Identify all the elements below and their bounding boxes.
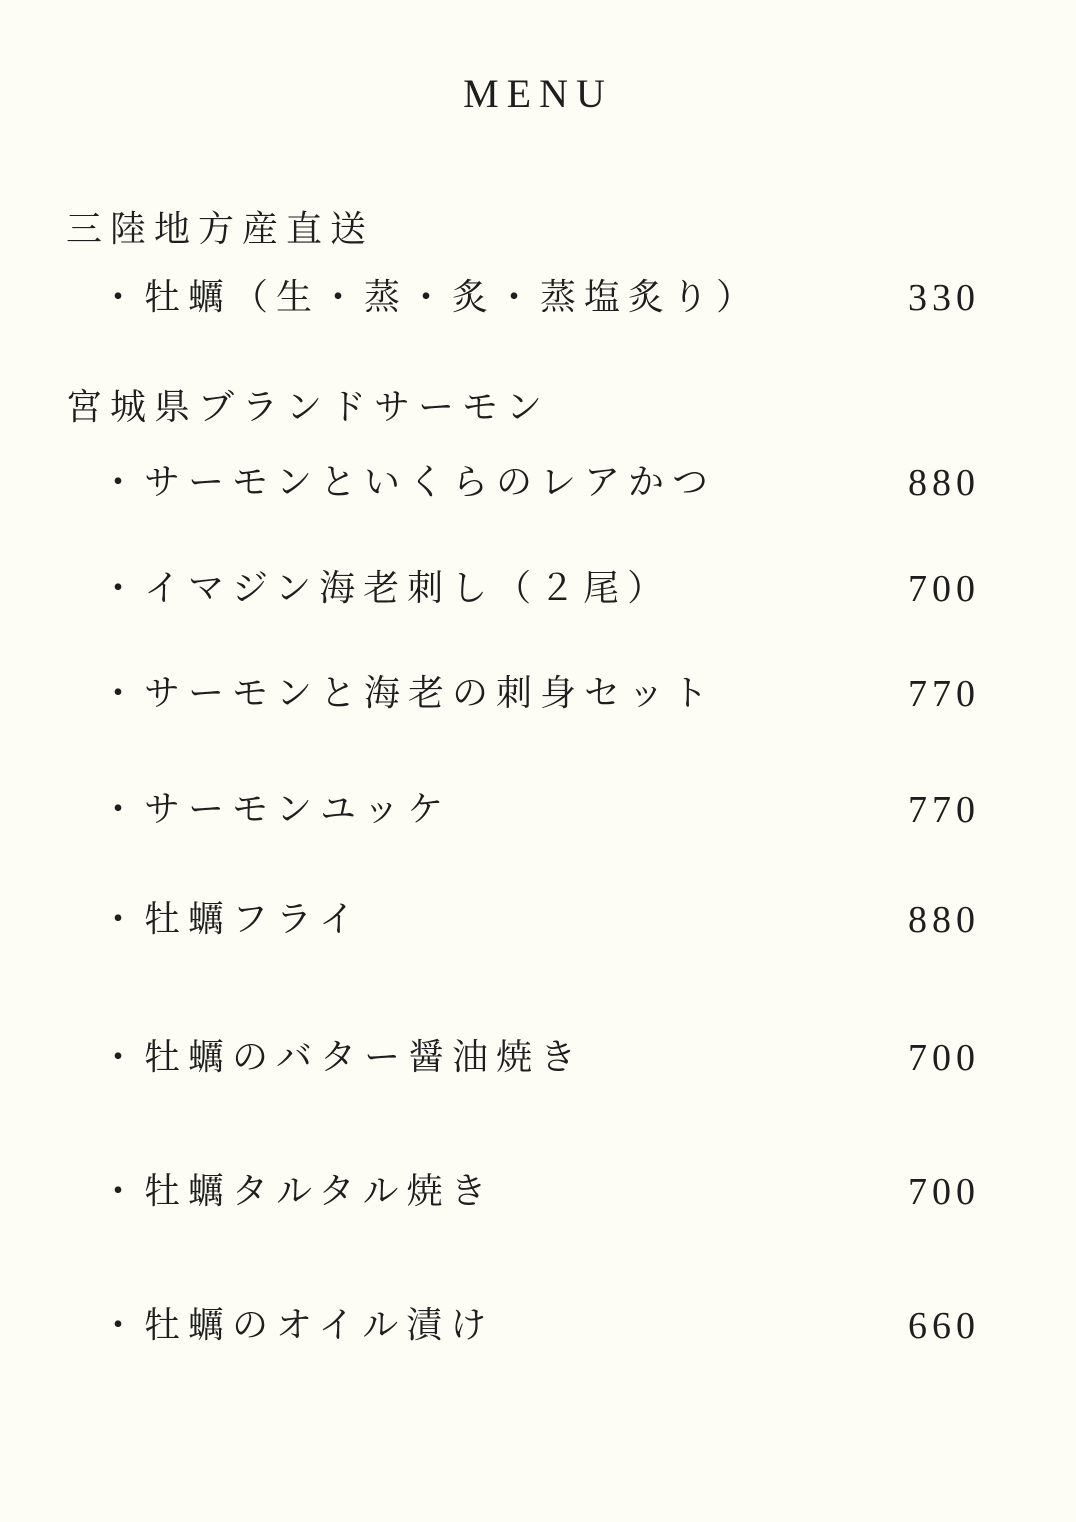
menu-item-name: ・牡蠣フライ <box>100 899 363 940</box>
menu-item-price: 770 <box>908 673 980 715</box>
section-heading-miyagi-salmon: 宮城県ブランドサーモン <box>66 387 551 428</box>
menu-item-name: ・イマジン海老刺し（２尾） <box>100 568 672 609</box>
menu-item-price: 660 <box>908 1305 980 1347</box>
menu-item-name: ・牡蠣のバター醤油焼き <box>100 1037 585 1078</box>
menu-item-price: 700 <box>908 1037 980 1079</box>
menu-item-name: ・牡蠣のオイル漬け <box>100 1305 495 1346</box>
menu-item <box>100 274 980 322</box>
menu-item-name: ・サーモンと海老の刺身セット <box>100 673 717 714</box>
menu-item <box>100 1168 980 1216</box>
menu-title: MENU <box>463 71 613 116</box>
menu-item-name: ・牡蠣（生・蒸・炙・蒸塩炙り） <box>100 277 761 318</box>
menu-item-name: ・サーモンといくらのレアかつ <box>100 462 717 503</box>
menu-item <box>100 565 980 613</box>
menu-item <box>100 670 980 718</box>
menu-item <box>100 1034 980 1082</box>
menu-item-price: 880 <box>908 899 980 941</box>
section-heading-sanriku: 三陸地方産直送 <box>66 209 375 250</box>
menu-item-price: 700 <box>908 568 980 610</box>
menu-item-name: ・牡蠣タルタル焼き <box>100 1171 495 1212</box>
menu-item <box>100 459 980 507</box>
menu-item-price: 330 <box>908 277 980 319</box>
menu-item-price: 880 <box>908 462 980 504</box>
menu-item <box>100 786 980 834</box>
menu-item-price: 700 <box>908 1171 980 1213</box>
menu-item <box>100 896 980 944</box>
menu-item-price: 770 <box>908 789 980 831</box>
menu-item-name: ・サーモンユッケ <box>100 789 452 830</box>
menu-item <box>100 1302 980 1350</box>
